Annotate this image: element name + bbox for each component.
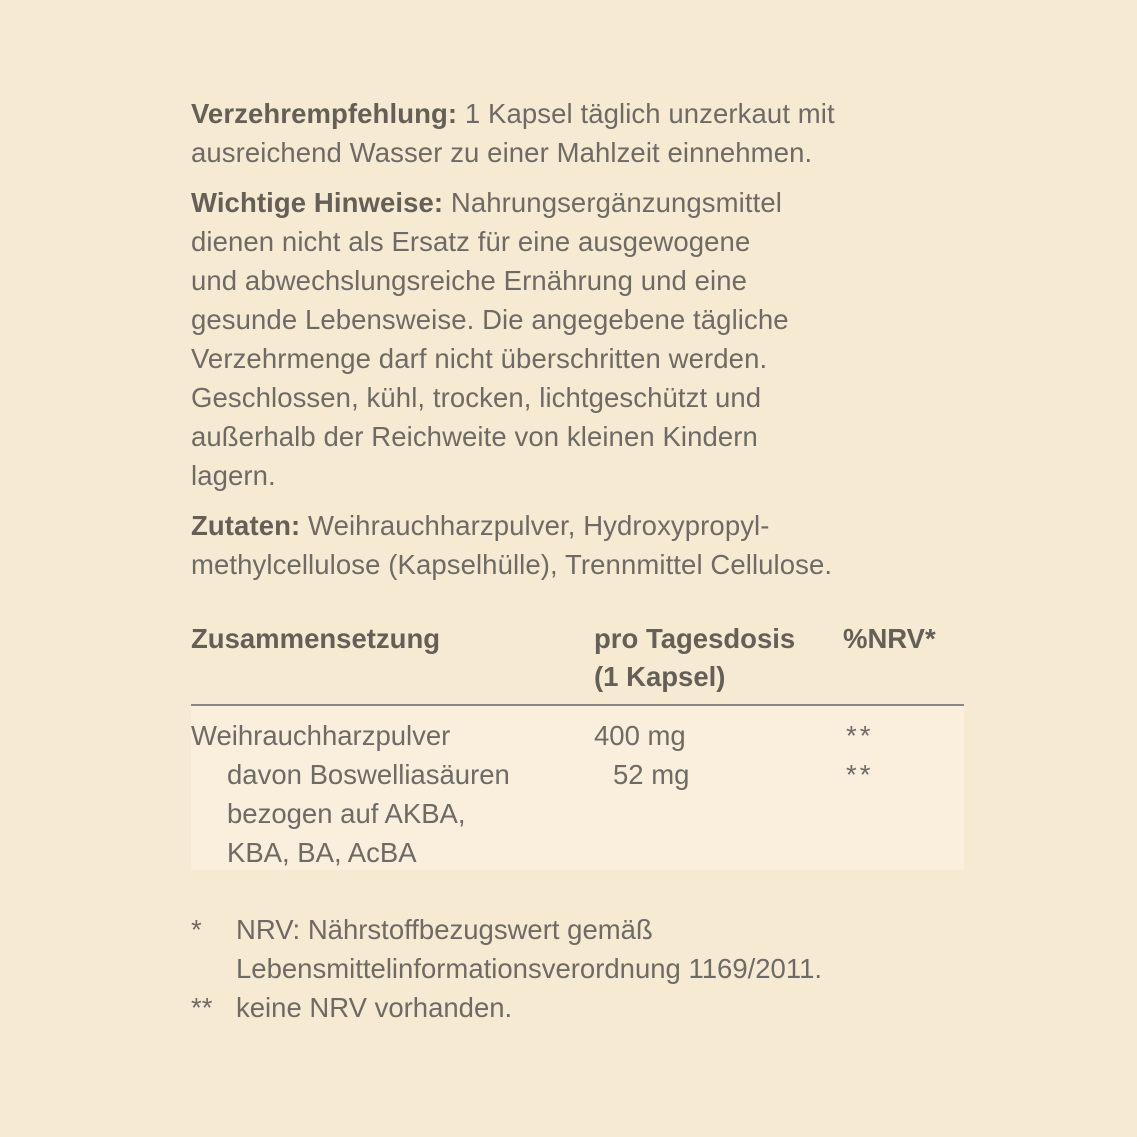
footnote-text-line: keine NRV vorhanden. (236, 992, 513, 1023)
notes-label: Wichtige Hinweise: (191, 187, 444, 218)
ingredient-nrv: ** (846, 720, 874, 751)
ingredient-nrv: ** (846, 759, 874, 790)
important-notes (191, 183, 991, 495)
footnote-text-line: Lebensmittelinformationsverordnung 1169/2011. (236, 953, 823, 984)
ingredient-name-line: bezogen auf AKBA, (227, 798, 466, 829)
footnote-mark: * (191, 914, 202, 945)
footnote-mark: ** (191, 992, 213, 1023)
notes-text-line: dienen nicht als Ersatz für eine ausgewogene (191, 226, 751, 257)
ingredient-dose: 400 mg (594, 720, 686, 751)
ingredients-text-line: methylcellulose (Kapselhülle), Trennmittel Cellulose. (191, 549, 833, 580)
notes-text-line: und abwechslungsreiche Ernährung und eine (191, 265, 748, 296)
footnotes (191, 910, 991, 1027)
header-dose (594, 620, 795, 696)
table-body (191, 706, 964, 870)
product-info-text (191, 94, 991, 595)
notes-text-line: gesunde Lebensweise. Die angegebene tägliche (191, 304, 789, 335)
usage-recommendation (191, 94, 991, 172)
ingredient-dose: 52 mg (613, 759, 690, 790)
header-nrv: %NRV* (843, 623, 936, 654)
footnote (191, 988, 991, 1027)
ingredient-name-line: KBA, BA, AcBA (227, 837, 417, 868)
footnote-text-line: NRV: Nährstoffbezugswert gemäß (236, 914, 653, 945)
header-dose-line: (1 Kapsel) (594, 661, 726, 692)
ingredients (191, 506, 991, 584)
ingredients-text-line: Weihrauchharzpulver, Hydroxypropyl- (300, 510, 770, 541)
usage-text-line: 1 Kapsel täglich unzerkaut mit (457, 98, 835, 129)
table-header (191, 620, 964, 706)
usage-text-line: ausreichend Wasser zu einer Mahlzeit einnehmen. (191, 137, 813, 168)
notes-text-line: Geschlossen, kühl, trocken, lichtgeschützt und (191, 382, 762, 413)
notes-text-line: Verzehrmenge darf nicht überschritten werden. (191, 343, 768, 374)
header-composition: Zusammensetzung (191, 623, 441, 654)
notes-text-line: Nahrungsergänzungsmittel (443, 187, 782, 218)
ingredient-name: Weihrauchharzpulver (191, 720, 451, 751)
header-dose-line: pro Tagesdosis (594, 623, 796, 654)
notes-text-line: außerhalb der Reichweite von kleinen Kindern (191, 421, 758, 452)
usage-label: Verzehrempfehlung: (191, 98, 458, 129)
notes-text-line: lagern. (191, 460, 276, 491)
ingredients-label: Zutaten: (191, 510, 301, 541)
composition-table (191, 620, 964, 870)
footnote (191, 910, 991, 988)
ingredient-name-line: davon Boswelliasäuren (227, 759, 510, 790)
ingredient-name (227, 755, 510, 872)
